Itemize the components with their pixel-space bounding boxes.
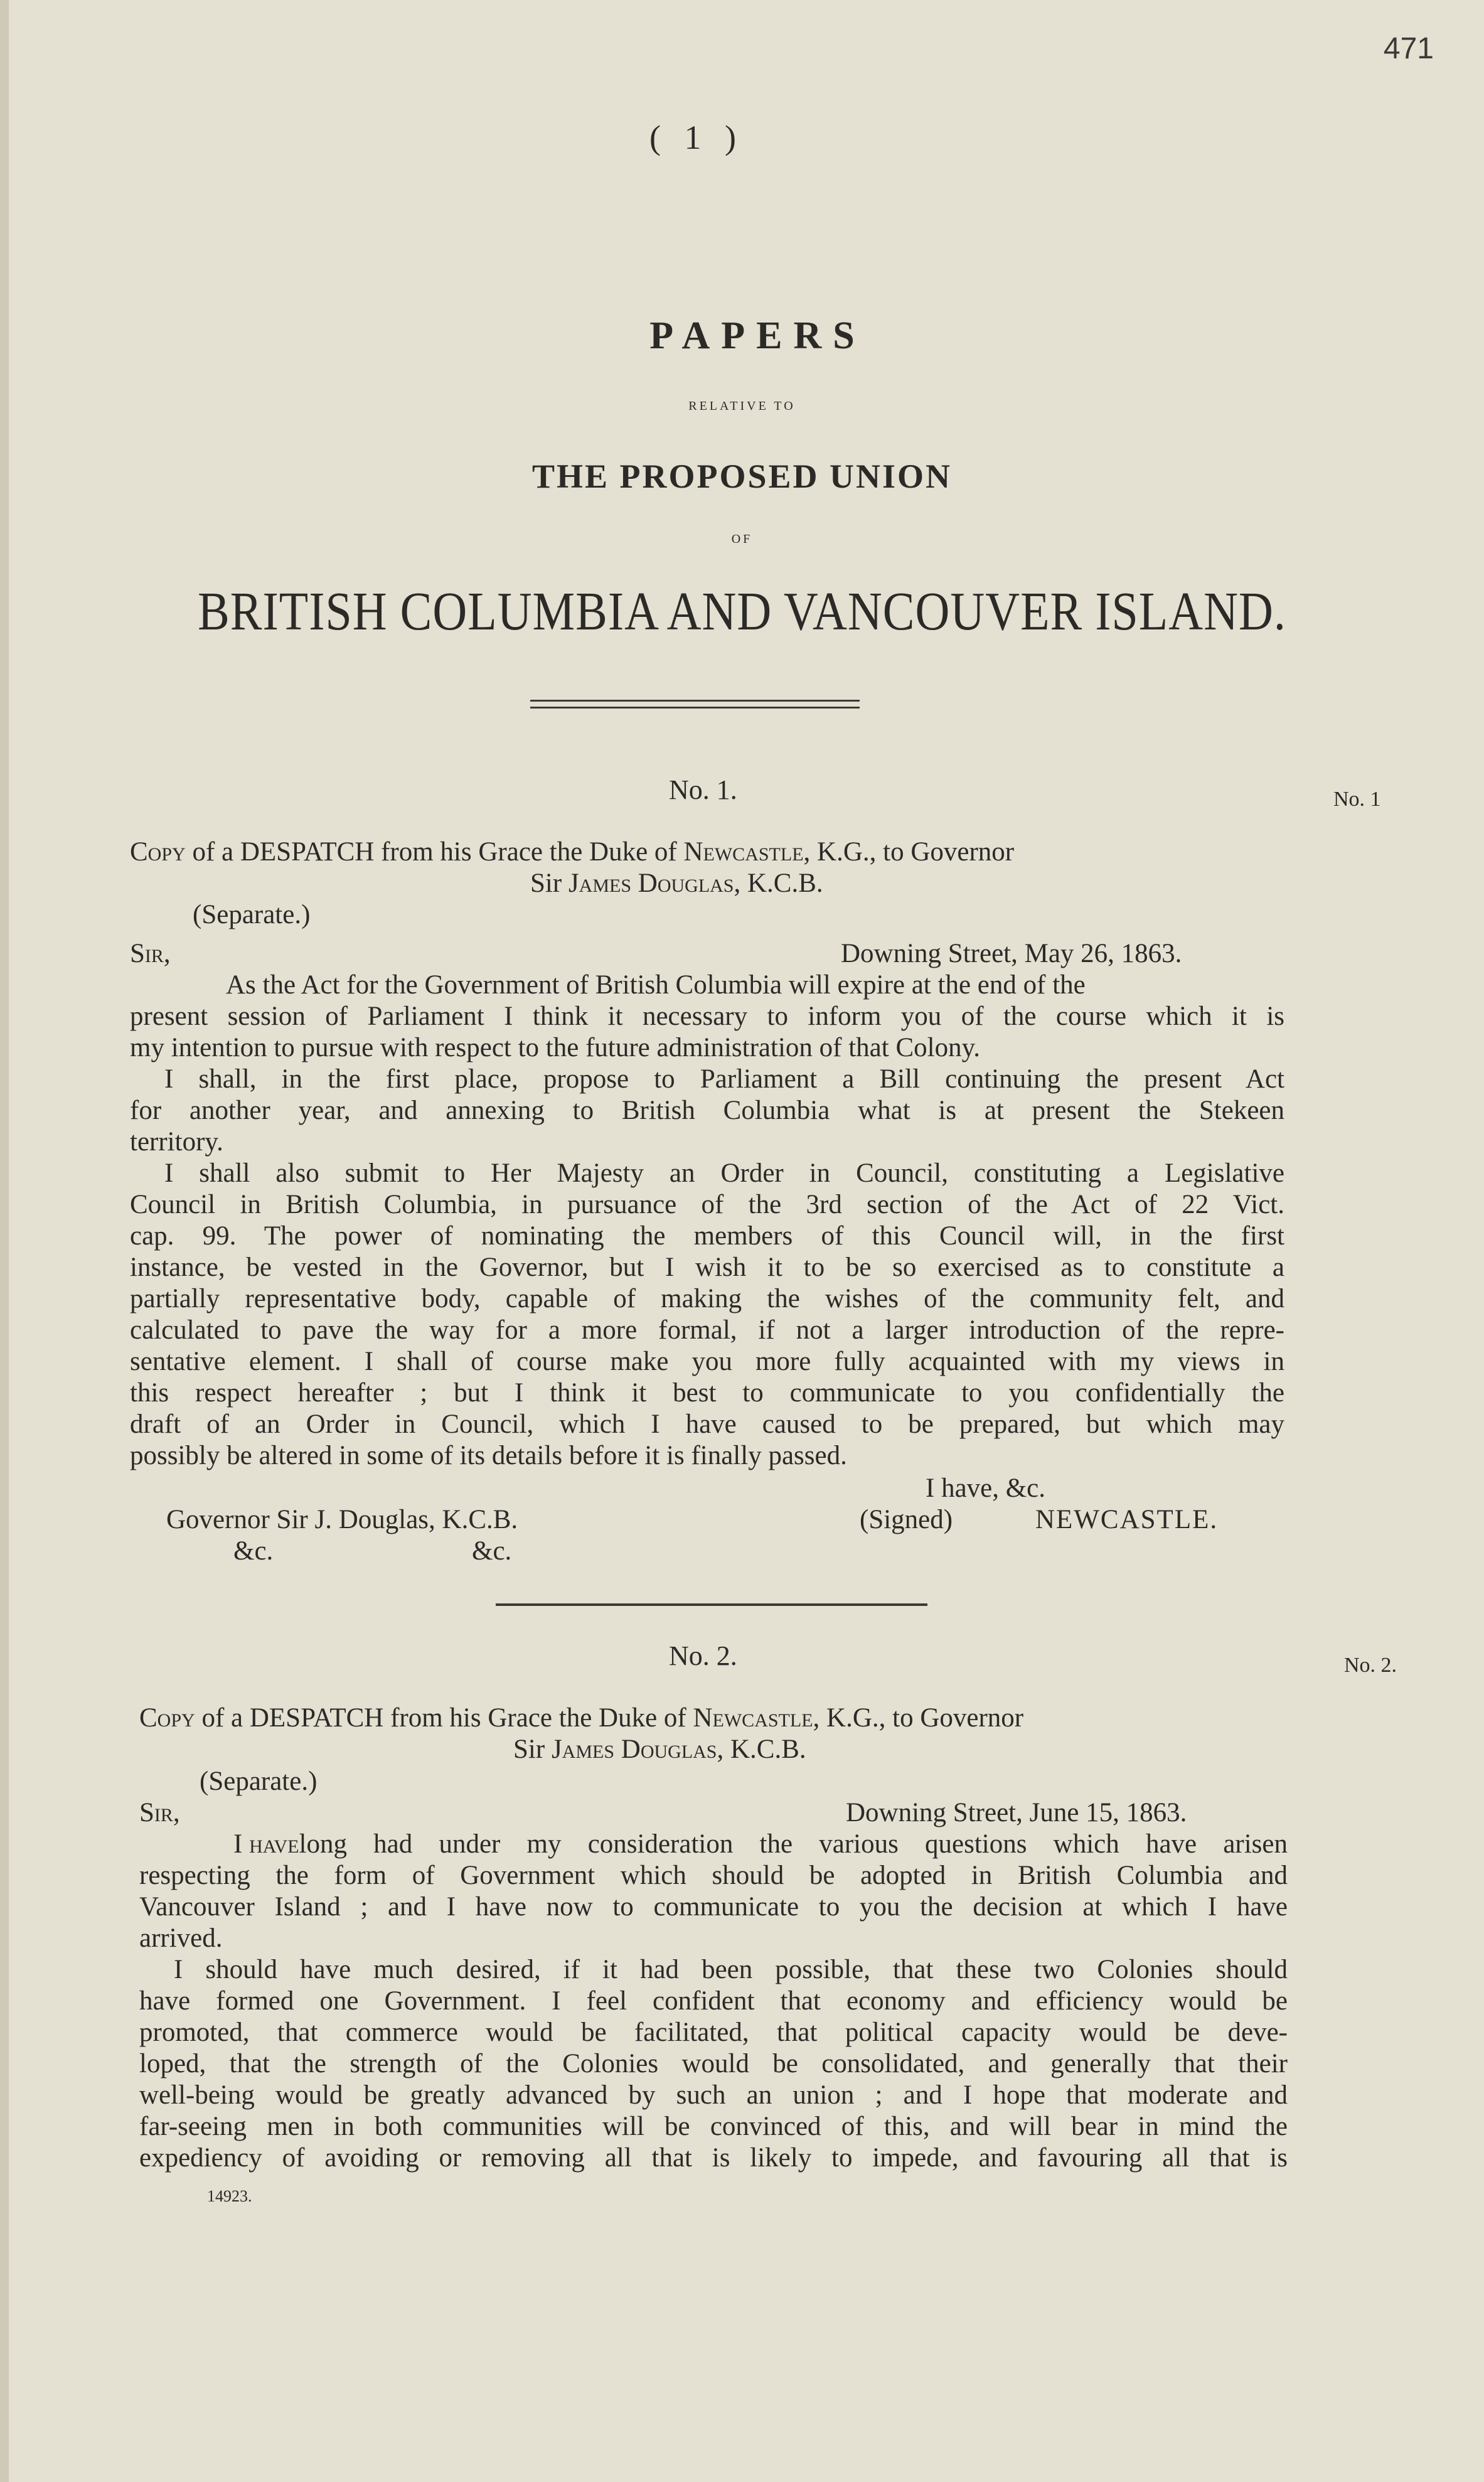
despatch-2-separate: (Separate.) xyxy=(200,1767,318,1796)
text-line: for another year, and annexing to British Columbia what is at present the Stekeen xyxy=(130,1096,1284,1125)
sir-word: Sir xyxy=(513,1735,552,1764)
text-line: far-seeing men in both communities will be convinced of this, and will bear in mind the xyxy=(139,2112,1288,2141)
despatch-2-salutation: Sir, xyxy=(139,1798,180,1827)
text-line: I should have much desired, if it had been possible, that these two Colonies should xyxy=(174,1955,1288,1984)
page-number: 471 xyxy=(1383,32,1434,65)
title-text-end: , K.G., to Governor xyxy=(803,837,1015,867)
signature-mark: 14923. xyxy=(207,2187,252,2205)
copy-word: Copy xyxy=(130,837,186,867)
title-colonies: BRITISH COLUMBIA AND VANCOUVER ISLAND. xyxy=(198,581,1286,642)
title-double-rule-bottom xyxy=(530,707,860,709)
title-text-end: , K.G., to Governor xyxy=(813,1703,1024,1733)
copy-word: Copy xyxy=(139,1703,195,1733)
text-line: loped, that the strength of the Colonies would be consolidated, and generally that their xyxy=(139,2049,1288,2078)
text-line: my intention to pursue with respect to the future administration of that Colony. xyxy=(130,1033,981,1062)
despatch-1-margin-label: No. 1 xyxy=(1333,788,1381,811)
text-line: respecting the form of Government which should be adopted in British Columbia and xyxy=(139,1861,1288,1890)
text-line-rest: long had under my consideration the various questions which have arisen xyxy=(299,1829,1288,1859)
honours: , K.C.B. xyxy=(734,869,823,898)
text-line: have formed one Government. I feel confident that economy and efficiency would be xyxy=(139,1986,1288,2016)
text-line: possibly be altered in some of its details before it is finally passed. xyxy=(130,1441,847,1470)
despatch-2-heading: No. 2. xyxy=(669,1640,737,1671)
sir-word: Sir xyxy=(530,869,569,898)
title-proposed-union: THE PROPOSED UNION xyxy=(531,457,953,495)
page-edge xyxy=(0,0,9,2482)
text-line: As the Act for the Government of British Columbia will expire at the end of the xyxy=(226,970,1086,1000)
text-line: expediency of avoiding or removing all that is likely to impede, and favouring all that is xyxy=(139,2143,1288,2173)
text-line: territory. xyxy=(130,1127,223,1157)
text-line xyxy=(233,1829,1288,1860)
despatch-1-title-line-1 xyxy=(130,837,1014,868)
text-line: draft of an Order in Council, which I have caused to be prepared, but which may xyxy=(130,1409,1284,1439)
text-line: present session of Parliament I think it necessary to inform you of the course which it is xyxy=(130,1002,1284,1031)
text-line: arrived. xyxy=(139,1923,223,1953)
despatch-1-signed: (Signed) xyxy=(860,1505,953,1534)
opening-words: I have xyxy=(233,1829,299,1859)
duke-name: Newcastle xyxy=(683,837,804,867)
title-relative-to: RELATIVE TO xyxy=(688,399,796,413)
despatch-1-place-date: Downing Street, May 26, 1863. xyxy=(841,939,1182,968)
text-line: Vancouver Island ; and I have now to communicate to you the decision at which I have xyxy=(139,1892,1288,1922)
text-line: sentative element. I shall of course make you more fully acquainted with my views in xyxy=(130,1347,1284,1376)
text-line: instance, be vested in the Governor, but I wish it to be so exercised as to constitute a xyxy=(130,1253,1284,1282)
despatch-2-margin-label: No. 2. xyxy=(1344,1654,1397,1677)
text-line: Council in British Columbia, in pursuance of the 3rd section of the Act of 22 Vict. xyxy=(130,1190,1284,1219)
governor-name: James Douglas xyxy=(568,869,734,898)
title-double-rule-top xyxy=(530,700,860,702)
despatch-2-title-line-2 xyxy=(513,1734,806,1765)
text-line: this respect hereafter ; but I think it best to communicate to you confidentially the xyxy=(130,1378,1284,1408)
despatch-1-addressee: Governor Sir J. Douglas, K.C.B. xyxy=(166,1505,518,1534)
governor-name: James Douglas xyxy=(551,1735,717,1764)
folio: ( 1 ) xyxy=(649,119,744,156)
title-text: of a DESPATCH from his Grace the Duke of xyxy=(185,837,684,867)
text-line: cap. 99. The power of nominating the members of this Council will, in the first xyxy=(130,1221,1284,1251)
duke-name: Newcastle xyxy=(693,1703,813,1733)
despatch-1-salutation: Sir, xyxy=(130,939,171,968)
despatch-2-place-date: Downing Street, June 15, 1863. xyxy=(846,1798,1187,1827)
text-line: calculated to pave the way for a more formal, if not a larger introduction of the repre- xyxy=(130,1315,1284,1345)
despatch-1-signatory: NEWCASTLE. xyxy=(1035,1505,1219,1534)
despatch-1-separate: (Separate.) xyxy=(193,900,311,929)
despatch-1-closing: I have, &c. xyxy=(926,1474,1046,1503)
despatch-1-title-line-2 xyxy=(530,868,823,899)
honours: , K.C.B. xyxy=(717,1735,806,1764)
despatch-1-etc-2: &c. xyxy=(472,1536,512,1566)
section-rule xyxy=(496,1603,927,1606)
text-line: promoted, that commerce would be facilitated, that political capacity would be deve- xyxy=(139,2018,1288,2047)
text-line: I shall also submit to Her Majesty an Order in Council, constituting a Legislative xyxy=(164,1158,1284,1188)
title-papers: PAPERS xyxy=(649,314,866,357)
title-text: of a DESPATCH from his Grace the Duke of xyxy=(195,1703,693,1733)
despatch-1-etc-1: &c. xyxy=(233,1536,274,1566)
text-line: partially representative body, capable of making the wishes of the community felt, and xyxy=(130,1284,1284,1313)
despatch-1-heading: No. 1. xyxy=(669,774,737,805)
title-of: OF xyxy=(731,532,753,546)
text-line: well-being would be greatly advanced by such an union ; and I hope that moderate and xyxy=(139,2080,1288,2110)
text-line: I shall, in the first place, propose to Parliament a Bill continuing the present Act xyxy=(164,1064,1284,1094)
despatch-2-title-line-1 xyxy=(139,1703,1023,1734)
